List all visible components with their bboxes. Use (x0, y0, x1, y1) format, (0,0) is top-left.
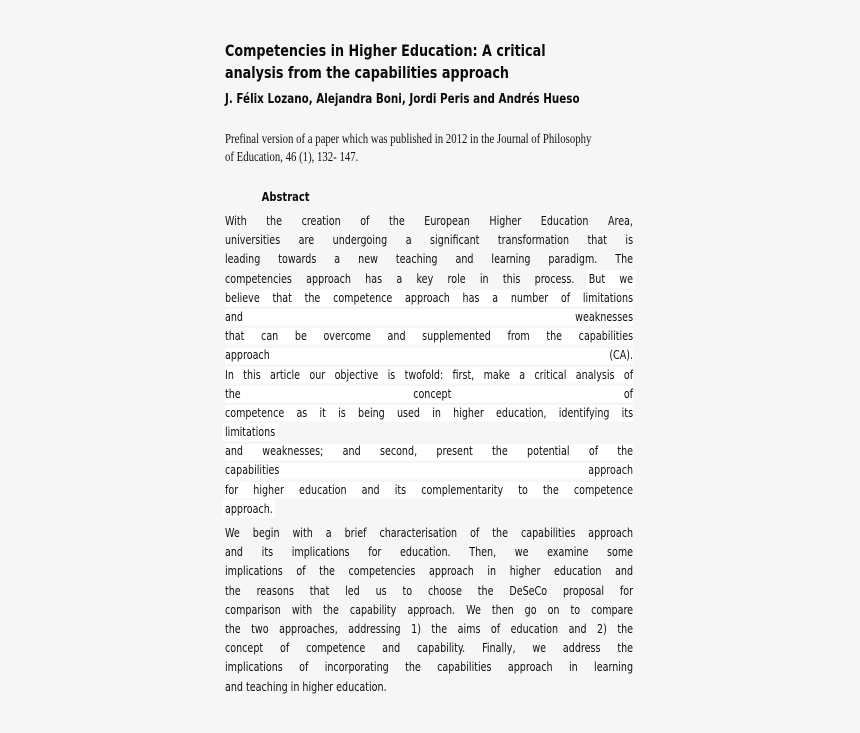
publication-note (225, 130, 633, 165)
paper-title (225, 40, 633, 84)
paper-title-line-1: Competencies in Higher Education: A critical (225, 41, 546, 60)
abstract-line-word-highlight (225, 423, 633, 442)
abstract-line-highlighted: for higher education and its complementarity to the competence (225, 481, 633, 500)
abstract-line: universities are undergoing a significant transformation that is (225, 233, 634, 248)
abstract-line-highlighted-gap: and weaknesses (225, 308, 633, 327)
highlighted-text: approach. (223, 500, 276, 518)
abstract-heading: Abstract (261, 189, 310, 204)
abstract-line: the two approaches, addressing 1) the aims of education and 2) the (225, 621, 634, 636)
abstract-line: the reasons that led us to choose the DeSeCo proposal for (225, 583, 634, 598)
paper-authors: J. Félix Lozano, Alejandra Boni, Jordi Peris and Andrés Hueso (225, 92, 580, 107)
abstract-line: comparison with the capability approach. We then go on to compare (225, 602, 634, 617)
abstract-line: concept of competence and capability. Finally, we address the (225, 641, 634, 656)
abstract-line: and its implications for education. Then, we examine some (225, 545, 634, 560)
abstract-line-highlighted: competence as it is being used in higher education, identifying its (225, 404, 633, 423)
abstract-line: implications of the competencies approach in higher education and (225, 564, 634, 579)
highlighted-text: limitations (223, 423, 278, 441)
abstract-line: We begin with a brief characterisation of the capabilities approach (225, 526, 634, 540)
abstract-line: implications of incorporating the capabilities approach in learning (225, 660, 634, 675)
abstract-line-highlighted-gap: approach (CA). (225, 346, 633, 365)
abstract-paragraph-1 (225, 212, 633, 519)
abstract-line-partial-highlight (225, 270, 633, 289)
abstract-line-text: competencies approach has a key role in this process. (225, 271, 575, 286)
abstract-line-highlighted-gap: the concept of (225, 385, 633, 404)
highlighted-text: But we (586, 270, 635, 288)
abstract-paragraph-2 (225, 524, 633, 697)
abstract-line-highlighted: believe that the competence approach has a number of limitations (225, 289, 633, 308)
abstract-line-highlighted: and weaknesses; and second, present the potential of the (225, 442, 633, 461)
abstract-line-highlighted: that can be overcome and supplemented from the capabilities (225, 327, 633, 346)
abstract-line-highlighted: In this article our objective is twofold: first, make a critical analysis of (225, 366, 633, 385)
abstract-line: With the creation of the European Higher Education Area, (225, 214, 634, 228)
abstract-line-highlighted-gap: capabilities approach (225, 461, 633, 480)
publication-note-line-1: Prefinal version of a paper which was published in 2012 in the Journal of Philosophy (225, 131, 592, 146)
abstract-line: leading towards a new teaching and learning paradigm. The (225, 252, 634, 267)
abstract-line-last: and teaching in higher education. (225, 679, 387, 694)
publication-note-line-2: of Education, 46 (1), 132- 147. (225, 148, 359, 164)
manuscript-page (225, 0, 633, 697)
abstract-line-word-highlight (225, 500, 633, 519)
paper-title-line-2: analysis from the capabilities approach (225, 63, 509, 82)
